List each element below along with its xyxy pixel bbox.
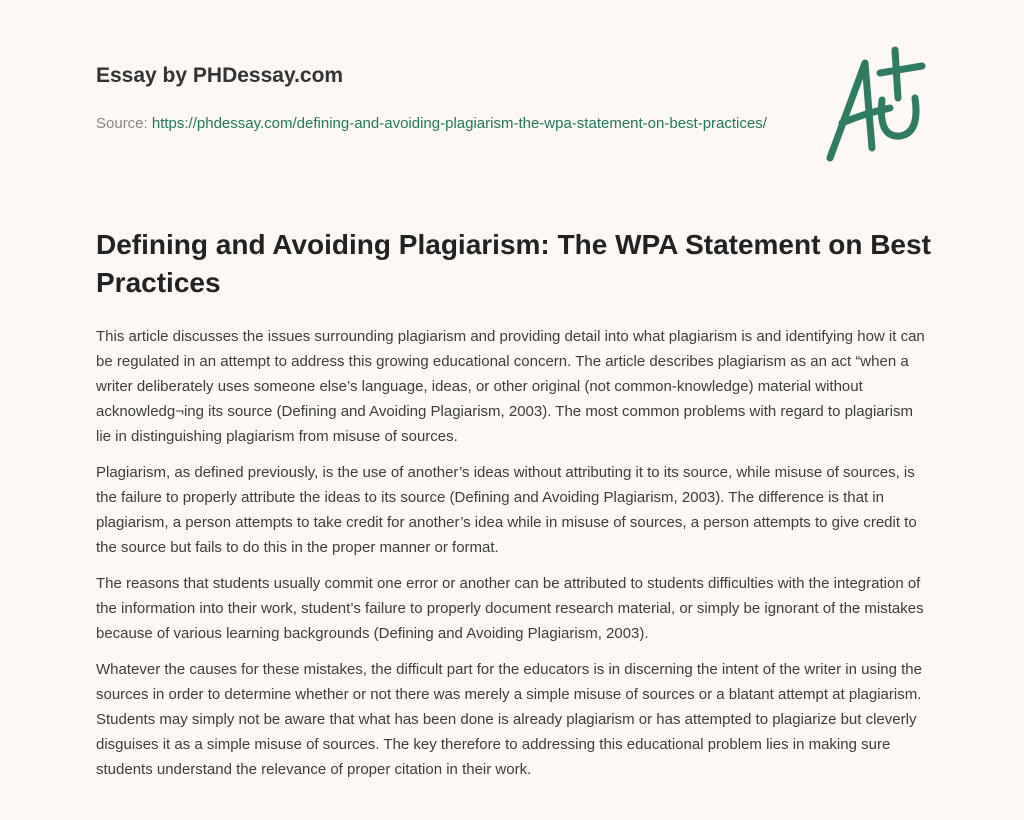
source-label: Source: — [96, 115, 148, 132]
paragraph: The reasons that students usually commit one error or another can be attributed to students difficulties with the integration of the information into their work, student’s failure to properly document research material, or simply be ignorant of the mistakes because of various learning backgrounds (Defining and Avoiding Plagiarism, 2003). — [96, 575, 924, 642]
paragraph: Plagiarism, as defined previously, is the use of another’s ideas without attributing it to its source, while misuse of sources, is the failure to properly attribute the ideas to its source (Defining and Avoiding Plagiarism, 2003). The difference is that in plagiarism, a person attempts to take credit for another’s idea while in misuse of sources, a person attempts to give credit to the source but fails to do this in the proper manner or format. — [96, 464, 917, 556]
paragraph: Whatever the causes for these mistakes, the difficult part for the educators is in discerning the intent of the writer in using the sources in order to determine whether or not there was merely a simple misuse of sources or a blatant attempt at plagiarism. Students may simply not be aware that what has been done is already plagiarism or has attempted to plagiarize but cleverly disguises it as a simple misuse of sources. The key therefore to addressing this educational problem lies in making sure students understand the relevance of proper citation in their work. — [96, 661, 922, 778]
a-plus-logo-icon — [820, 38, 930, 168]
paragraph: This article discusses the issues surrounding plagiarism and providing detail into what plagiarism is and identifying how it can be regulated in an attempt to address this growing educational concern. The article describes plagiarism as an act “when a writer deliberately uses someone else’s language, ideas, or other original (not common-knowledge) material without acknowledg¬ing its source (Defining and Avoiding Plagiarism, 2003). The most common problems with regard to plagiarism lie in distinguishing plagiarism from misuse of sources. — [96, 328, 925, 445]
article-title: Defining and Avoiding Plagiarism: The WPA Statement on Best Practices — [96, 229, 931, 298]
source-line — [96, 111, 776, 136]
article-body — [96, 324, 932, 793]
source-link[interactable]: https://phdessay.com/defining-and-avoiding-plagiarism-the-wpa-statement-on-best-practices/ — [151, 115, 767, 132]
site-title: Essay by PHDessay.com — [96, 64, 344, 87]
